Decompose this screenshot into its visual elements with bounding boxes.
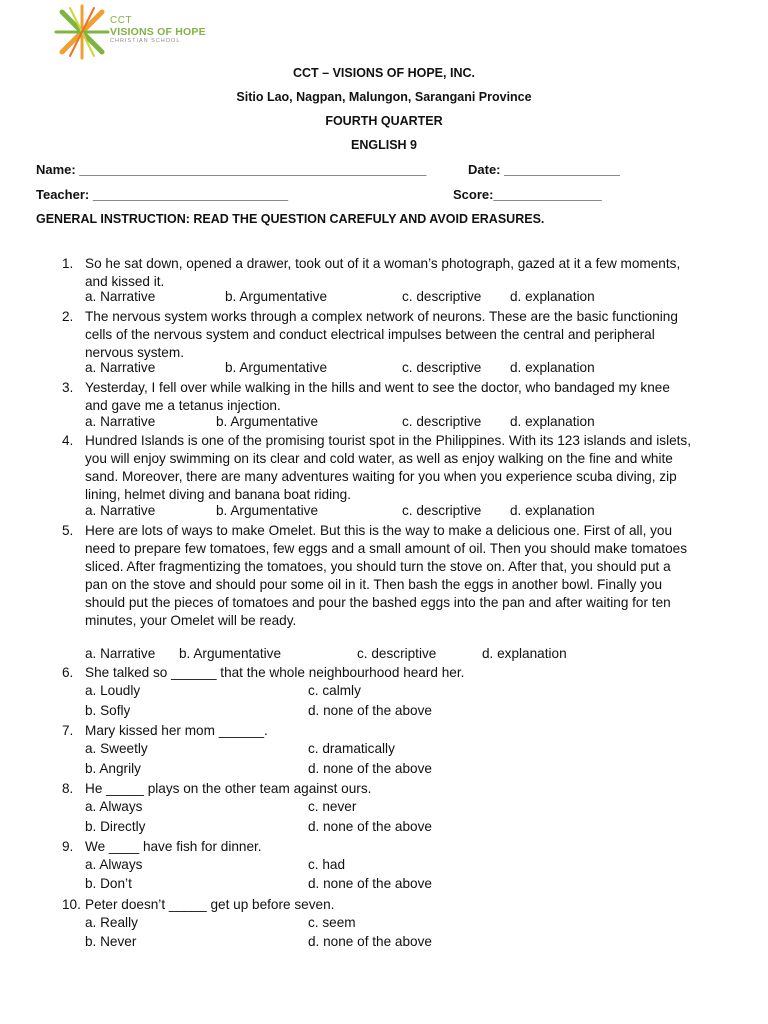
option-c: c. calmly xyxy=(308,683,361,698)
option-b: b. Argumentative xyxy=(225,289,328,304)
option-c: c. descriptive xyxy=(402,503,482,518)
option-b: b. Argumentative xyxy=(179,646,282,661)
option-b: b. Argumentative xyxy=(216,503,319,518)
option-d: d. explanation xyxy=(482,646,567,661)
option-d: d. none of the above xyxy=(308,934,432,949)
question-number: 4. xyxy=(62,433,74,448)
question-number: 6. xyxy=(62,665,74,680)
option-d: d. explanation xyxy=(510,503,595,518)
question-number: 7. xyxy=(62,723,74,738)
score-field: Score:_______________ xyxy=(453,187,602,202)
option-b: b. Argumentative xyxy=(225,360,328,375)
question-9 xyxy=(62,838,692,856)
question-text: The nervous system works through a complex network of neurons. These are the basic functioning cells of the nervous system and conduct electrical impulses between the central and peripheral nervous system. xyxy=(85,309,678,360)
option-a: a. Always xyxy=(85,799,143,814)
question-text: Here are lots of ways to make Omelet. But this is the way to make a delicious one. First of all, you need to prepare few tomatoes, few eggs and a small amount of oil. Then you should make tomatoes sliced. After fragmentizing the tomatoes, you should turn the stove on. After that, you should put a pan on the stove and should pour some oil in it. Then bash the eggs in another bowl. Finally you should put the pieces of tomatoes and pour the bashed eggs into the pan and after waiting for ten minutes, your Omelet will be ready. xyxy=(85,523,688,628)
logo-line-2: VISIONS OF HOPE xyxy=(110,26,206,38)
option-d: d. explanation xyxy=(510,360,595,375)
option-a: a. Narrative xyxy=(85,289,156,304)
question-4 xyxy=(62,432,692,504)
option-c: c. descriptive xyxy=(402,414,482,429)
question-text: She talked so ______ that the whole neighbourhood heard her. xyxy=(85,665,465,680)
option-c: c. had xyxy=(308,857,346,872)
teacher-field: Teacher: ___________________________ xyxy=(36,187,289,202)
school-logo-icon xyxy=(52,4,112,60)
option-b: b. Directly xyxy=(85,819,146,834)
general-instruction: GENERAL INSTRUCTION: READ THE QUESTION CAREFULY AND AVOID ERASURES. xyxy=(36,212,545,226)
question-text: Peter doesn’t _____ get up before seven. xyxy=(85,897,335,912)
option-d: d. none of the above xyxy=(308,703,432,718)
option-a: a. Loudly xyxy=(85,683,141,698)
option-c: c. descriptive xyxy=(402,289,482,304)
question-number: 1. xyxy=(62,256,74,271)
option-a: a. Narrative xyxy=(85,360,156,375)
question-text: He _____ plays on the other team against ours. xyxy=(85,781,372,796)
option-b: b. Never xyxy=(85,934,137,949)
school-address: Sitio Lao, Nagpan, Malungon, Sarangani Province xyxy=(236,90,532,104)
option-b: b. Argumentative xyxy=(216,414,319,429)
question-text: We ____ have fish for dinner. xyxy=(85,839,262,854)
question-2 xyxy=(62,308,692,362)
question-number: 3. xyxy=(62,380,74,395)
logo-line-3: CHRISTIAN SCHOOL xyxy=(110,37,181,44)
question-number: 5. xyxy=(62,523,74,538)
option-a: a. Sweetly xyxy=(85,741,148,756)
option-d: d. explanation xyxy=(510,414,595,429)
option-c: c. descriptive xyxy=(357,646,437,661)
logo-wordmark xyxy=(110,16,206,44)
question-text: So he sat down, opened a drawer, took out of it a woman’s photograph, gazed at it a few moments, and kissed it. xyxy=(85,256,681,289)
option-c: c. dramatically xyxy=(308,741,395,756)
option-c: c. descriptive xyxy=(402,360,482,375)
question-text: Hundred Islands is one of the promising tourist spot in the Philippines. With its 123 islands and islets, you will enjoy swimming on its clear and cold water, as well as enjoy walking on the fine and white sand. Moreover, there are many adventures waiting for you when you experience scuba diving, zip lining, helmet diving and banana boat riding. xyxy=(85,433,691,502)
option-b: b. Sofly xyxy=(85,703,131,718)
question-8 xyxy=(62,780,692,798)
option-b: b. Don’t xyxy=(85,876,132,891)
option-d: d. none of the above xyxy=(308,761,432,776)
option-c: c. seem xyxy=(308,915,356,930)
quarter-title: FOURTH QUARTER xyxy=(325,114,443,128)
question-10 xyxy=(62,896,692,914)
question-number: 9. xyxy=(62,839,74,854)
logo-line-1: CCT xyxy=(110,15,133,26)
question-number: 10. xyxy=(62,897,81,912)
subject-title: ENGLISH 9 xyxy=(351,138,417,152)
name-field: Name: ________________________________________________ xyxy=(36,162,427,177)
option-a: a. Narrative xyxy=(85,503,156,518)
date-field: Date: ________________ xyxy=(468,162,620,177)
option-c: c. never xyxy=(308,799,357,814)
school-name: CCT – VISIONS OF HOPE, INC. xyxy=(293,66,475,80)
option-d: d. none of the above xyxy=(308,819,432,834)
question-1 xyxy=(62,255,692,291)
question-3 xyxy=(62,379,692,415)
question-number: 8. xyxy=(62,781,74,796)
option-d: d. none of the above xyxy=(308,876,432,891)
option-a: a. Narrative xyxy=(85,646,156,661)
question-text: Yesterday, I fell over while walking in the hills and went to see the doctor, who bandaged my knee and gave me a tetanus injection. xyxy=(85,380,670,413)
question-number: 2. xyxy=(62,309,74,324)
question-text: Mary kissed her mom ______. xyxy=(85,723,268,738)
question-6 xyxy=(62,664,692,682)
option-a: a. Always xyxy=(85,857,143,872)
question-7 xyxy=(62,722,692,740)
option-a: a. Really xyxy=(85,915,138,930)
question-5 xyxy=(62,522,692,630)
option-a: a. Narrative xyxy=(85,414,156,429)
option-b: b. Angrily xyxy=(85,761,141,776)
option-d: d. explanation xyxy=(510,289,595,304)
